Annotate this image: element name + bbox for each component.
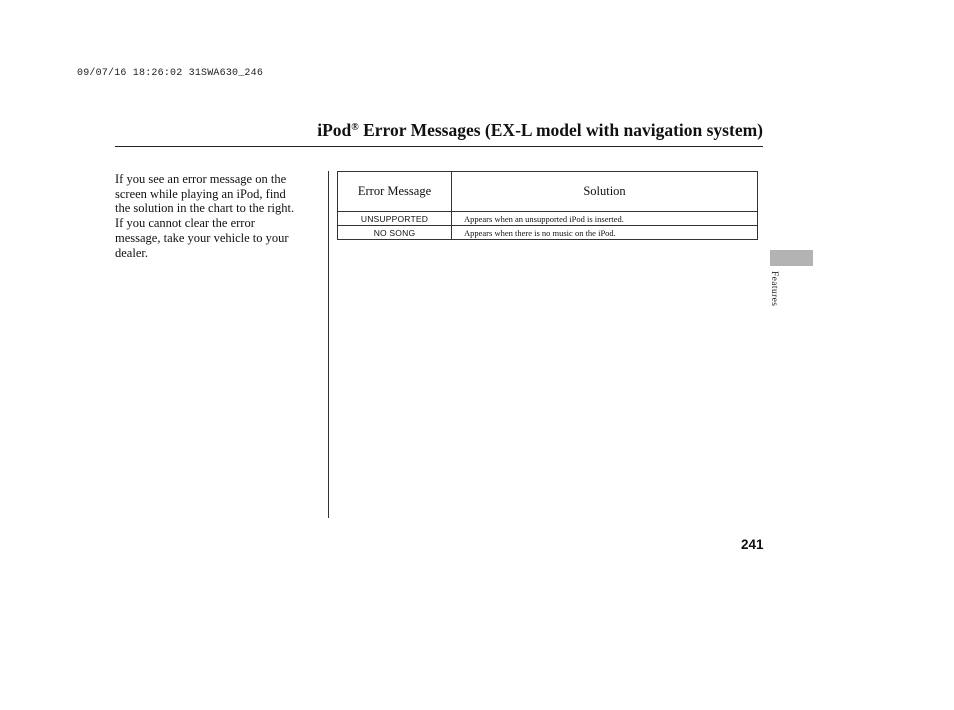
- column-divider: [328, 171, 329, 518]
- header-solution: Solution: [452, 172, 758, 212]
- solution-cell: Appears when there is no music on the iPod.: [452, 226, 758, 240]
- table-row: [338, 212, 758, 226]
- intro-line: the solution in the chart to the right.: [115, 201, 295, 216]
- intro-line: screen while playing an iPod, find: [115, 186, 286, 201]
- section-tab: [770, 250, 813, 266]
- title-rule: [115, 146, 763, 147]
- print-timestamp: 09/07/16 18:26:02 31SWA630_246: [77, 68, 264, 79]
- error-message-cell: NO SONG: [338, 226, 452, 240]
- header-error-message: Error Message: [338, 172, 452, 212]
- intro-paragraph: [115, 172, 320, 260]
- intro-line: If you see an error message on the: [115, 172, 287, 186]
- intro-line: dealer.: [115, 245, 148, 260]
- intro-line: message, take your vehicle to your: [115, 230, 289, 245]
- table-row: [338, 226, 758, 240]
- solution-cell: Appears when an unsupported iPod is inserted.: [452, 212, 758, 226]
- error-message-cell: UNSUPPORTED: [338, 212, 452, 226]
- page-title-prefix: iPod: [317, 120, 352, 140]
- page-title: [317, 120, 763, 141]
- page-title-suffix: Error Messages (EX-L model with navigation system): [358, 120, 763, 140]
- table-header-row: [338, 172, 758, 212]
- section-tab-label: Features: [769, 271, 779, 307]
- intro-line: If you cannot clear the error: [115, 216, 255, 231]
- error-message-table: [337, 171, 758, 240]
- registered-mark: ®: [351, 122, 359, 133]
- page-number: 241: [741, 537, 764, 552]
